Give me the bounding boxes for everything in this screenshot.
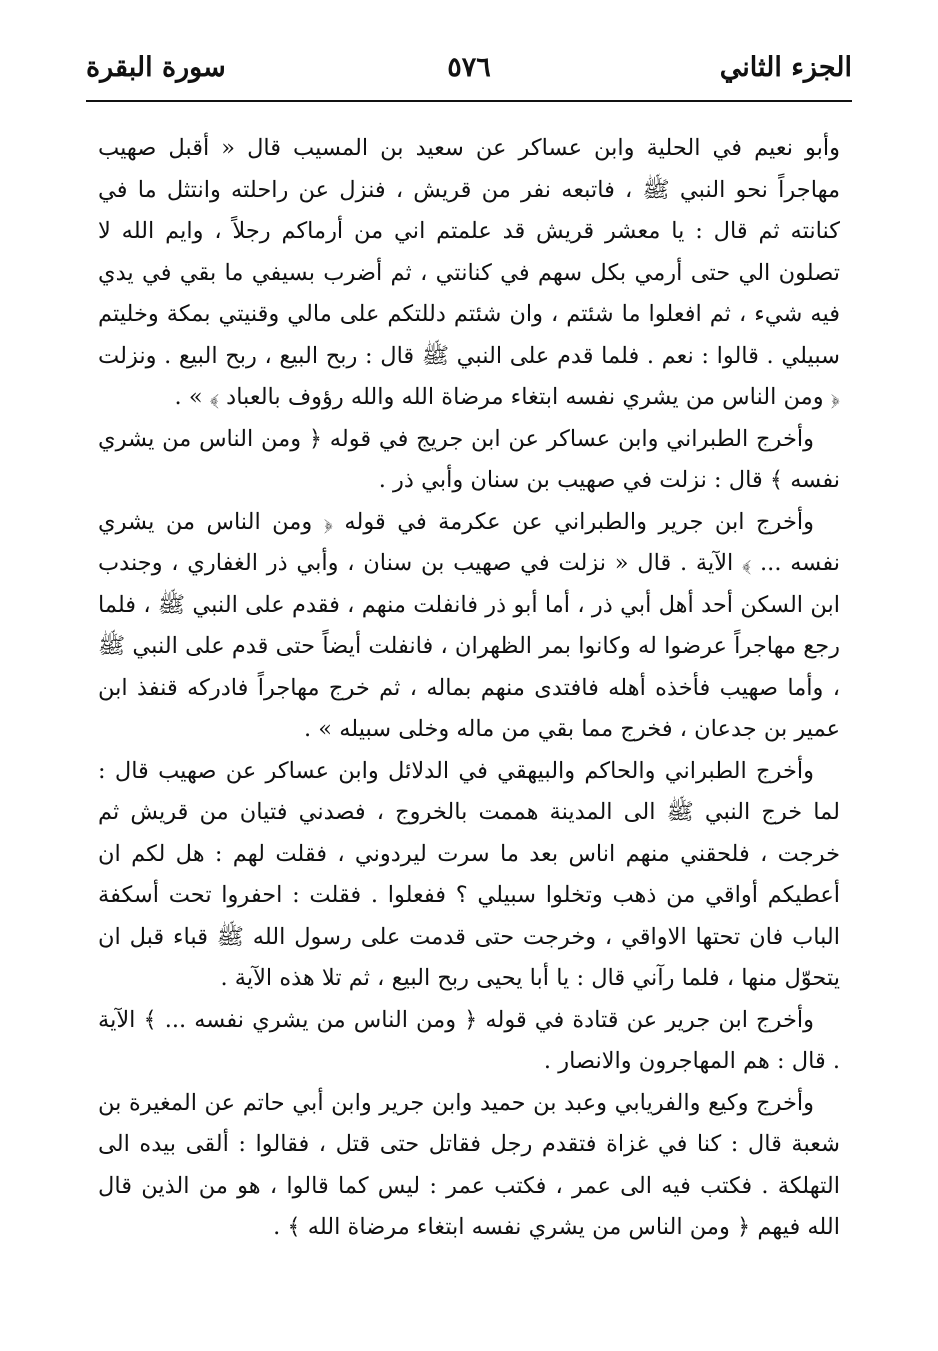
- paragraph: وأخرج وكيع والفريابي وعبد بن حميد وابن جرير وابن أبي حاتم عن المغيرة بن شعبة قال : كنا في غزاة فتقدم رجل فقاتل حتى قتل ، فقالوا : ألقى بيده الى التهلكة . فكتب فيه الى عمر ، فكتب عمر : ليس كما قالوا ، هو من الذين قال الله فيهم ﴿ ومن الناس من يشري نفسه ابتغاء مرضاة الله ﴾ .: [98, 1089, 840, 1240]
- surah-title: سورة البقرة: [86, 52, 226, 83]
- paragraph: وأخرج الطبراني والحاكم والبيهقي في الدلائل وابن عساكر عن صهيب قال : لما خرج النبي ﷺ الى المدينة هممت بالخروج ، فصدني فتيان من قريش ثم خرجت ، فلحقني منهم اناس بعد ما سرت ليردوني ، فقلت لهم : هل لكم ان أعطيكم أواقي من ذهب وتخلوا سبيلي ؟ ففعلوا . فقلت : احفروا تحت أسكفة الباب فان تحتها الاواقي ، وخرجت حتى قدمت على رسول الله ﷺ قباء قبل ان يتحوّل منها ، فلما رآني قال : يا أبا يحيى ربح البيع ، ثم تلا هذه الآية .: [98, 757, 840, 991]
- header-divider: [86, 100, 852, 102]
- paragraph: وأبو نعيم في الحلية وابن عساكر عن سعيد بن المسيب قال « أقبل صهيب مهاجراً نحو النبي ﷺ ، فاتبعه نفر من قريش ، فنزل عن راحلته وانتثل ما في كنانته ثم قال : يا معشر قريش قد علمتم اني من أرماكم رجلاً ، وايم الله لا تصلون الي حتى أرمي بكل سهم في كنانتي ، ثم أضرب بسيفي ما بقي في يدي فيه شيء ، ثم افعلوا ما شئتم ، وان شئتم دللتكم على مالي وقنيتي بمكة وخليتم سبيلي . قالوا : نعم . فلما قدم على النبي ﷺ قال : ربح البيع ، ربح البيع . ونزلت ﴿ ومن الناس من يشري نفسه ابتغاء مرضاة الله والله رؤوف بالعباد ﴾ » .: [98, 135, 840, 410]
- page-number: ٥٧٦: [447, 52, 491, 83]
- paragraph: وأخرج الطبراني وابن عساكر عن ابن جريج في قوله ﴿ ومن الناس من يشري نفسه ﴾ قال : نزلت في صهيب بن سنان وأبي ذر .: [98, 425, 840, 493]
- page-header: [86, 52, 852, 92]
- page-body: [98, 128, 840, 1249]
- part-title: الجزء الثاني: [719, 52, 852, 83]
- paragraph: وأخرج ابن جرير عن قتادة في قوله ﴿ ومن الناس من يشري نفسه ... ﴾ الآية . قال : هم المهاجرون والانصار .: [98, 1006, 840, 1074]
- paragraph: وأخرج ابن جرير والطبراني عن عكرمة في قوله ﴿ ومن الناس من يشري نفسه ... ﴾ الآية . قال « نزلت في صهيب بن سنان ، وأبي ذر الغفاري ، وجندب ابن السكن أحد أهل أبي ذر ، أما أبو ذر فانفلت منهم ، فقدم على النبي ﷺ ، فلما رجع مهاجراً عرضوا له وكانوا بمر الظهران ، فانفلت أيضاً حتى قدم على النبي ﷺ ، وأما صهيب فأخذه أهله فافتدى منهم بماله ، ثم خرج مهاجراً فادركه قنفذ ابن عمير بن جدعان ، فخرج مما بقي من ماله وخلى سبيله » .: [98, 508, 840, 742]
